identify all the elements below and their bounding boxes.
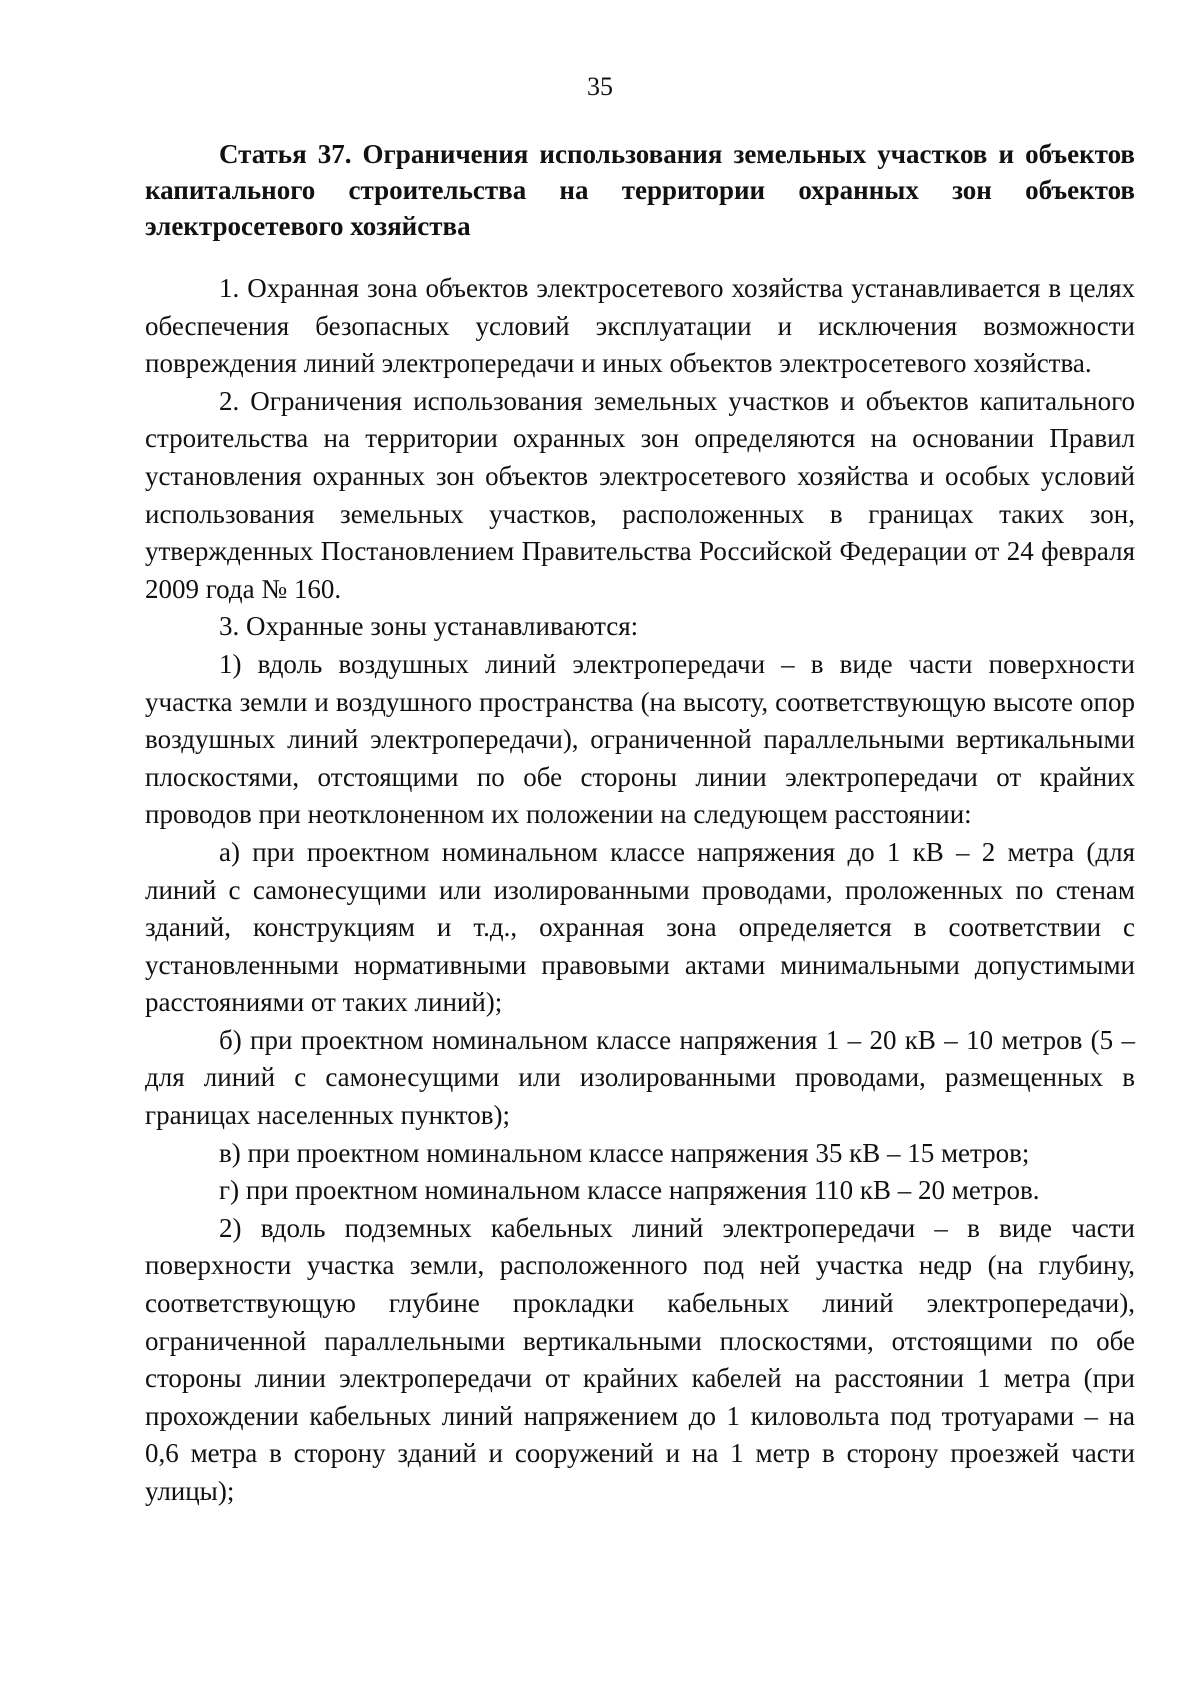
article-heading: Статья 37. Ограничения использования земельных участков и объектов капитального строительства на территории охранных зон объектов электросетевого хозяйства bbox=[145, 139, 1135, 241]
page-number: 35 bbox=[587, 72, 613, 101]
subitem-v: в) при проектном номинальном классе напряжения 35 кВ – 15 метров; bbox=[219, 1137, 1030, 1168]
subitem-2-underground-lines: 2) вдоль подземных кабельных линий электропередачи – в виде части поверхности участка земли, расположенного под ней участка недр (на глубину, соответствующую глубине прокладки кабельных линий электропередачи), ограниченной параллельными вертикальными плоскостями, отстоящими по обе стороны линии электропередачи от крайних кабелей на расстоянии 1 метра (при прохождении кабельных линий напряжением до 1 киловольта под тротуарами – на 0,6 метра в сторону зданий и сооружений и на 1 метр в сторону проезжей части улицы); bbox=[145, 1212, 1135, 1506]
subitem-a: а) при проектном номинальном классе напряжения до 1 кВ – 2 метра (для линий с самонесущими или изолированными проводами, проложенных по стенам зданий, конструкциям и т.д., охранная зона определяется в соответствии с установленными нормативными правовыми актами минимальными допустимыми расстояниями от таких линий); bbox=[145, 836, 1135, 1018]
subitem-b: б) при проектном номинальном классе напряжения 1 – 20 кВ – 10 метров (5 – для линий с самонесущими или изолированными проводами, размещенных в границах населенных пунктов); bbox=[145, 1024, 1135, 1131]
subitem-1-overhead-lines: 1) вдоль воздушных линий электропередачи – в виде части поверхности участка земли и воздушного пространства (на высоту, соответствующую высоте опор воздушных линий электропередачи), ограниченной параллельными вертикальными плоскостями, отстоящими по обе стороны линии электропередачи от крайних проводов при неотклоненном их положении на следующем расстоянии: bbox=[145, 648, 1135, 830]
document-body bbox=[145, 136, 1135, 1511]
paragraph-1: 1. Охранная зона объектов электросетевого хозяйства устанавливается в целях обеспечения безопасных условий эксплуатации и исключения возможности повреждения линий электропередачи и иных объектов электросетевого хозяйства. bbox=[145, 273, 1135, 379]
paragraph-2: 2. Ограничения использования земельных участков и объектов капитального строительства на территории охранных зон определяются на основании Правил установления охранных зон объектов электросетевого хозяйства и особых условий использования земельных участков, расположенных в границах таких зон, утвержденных Постановлением Правительства Российской Федерации от 24 февраля 2009 года № 160. bbox=[145, 385, 1135, 604]
paragraph-3: 3. Охранные зоны устанавливаются: bbox=[219, 611, 639, 642]
subitem-g: г) при проектном номинальном классе напряжения 110 кВ – 20 метров. bbox=[219, 1175, 1040, 1206]
